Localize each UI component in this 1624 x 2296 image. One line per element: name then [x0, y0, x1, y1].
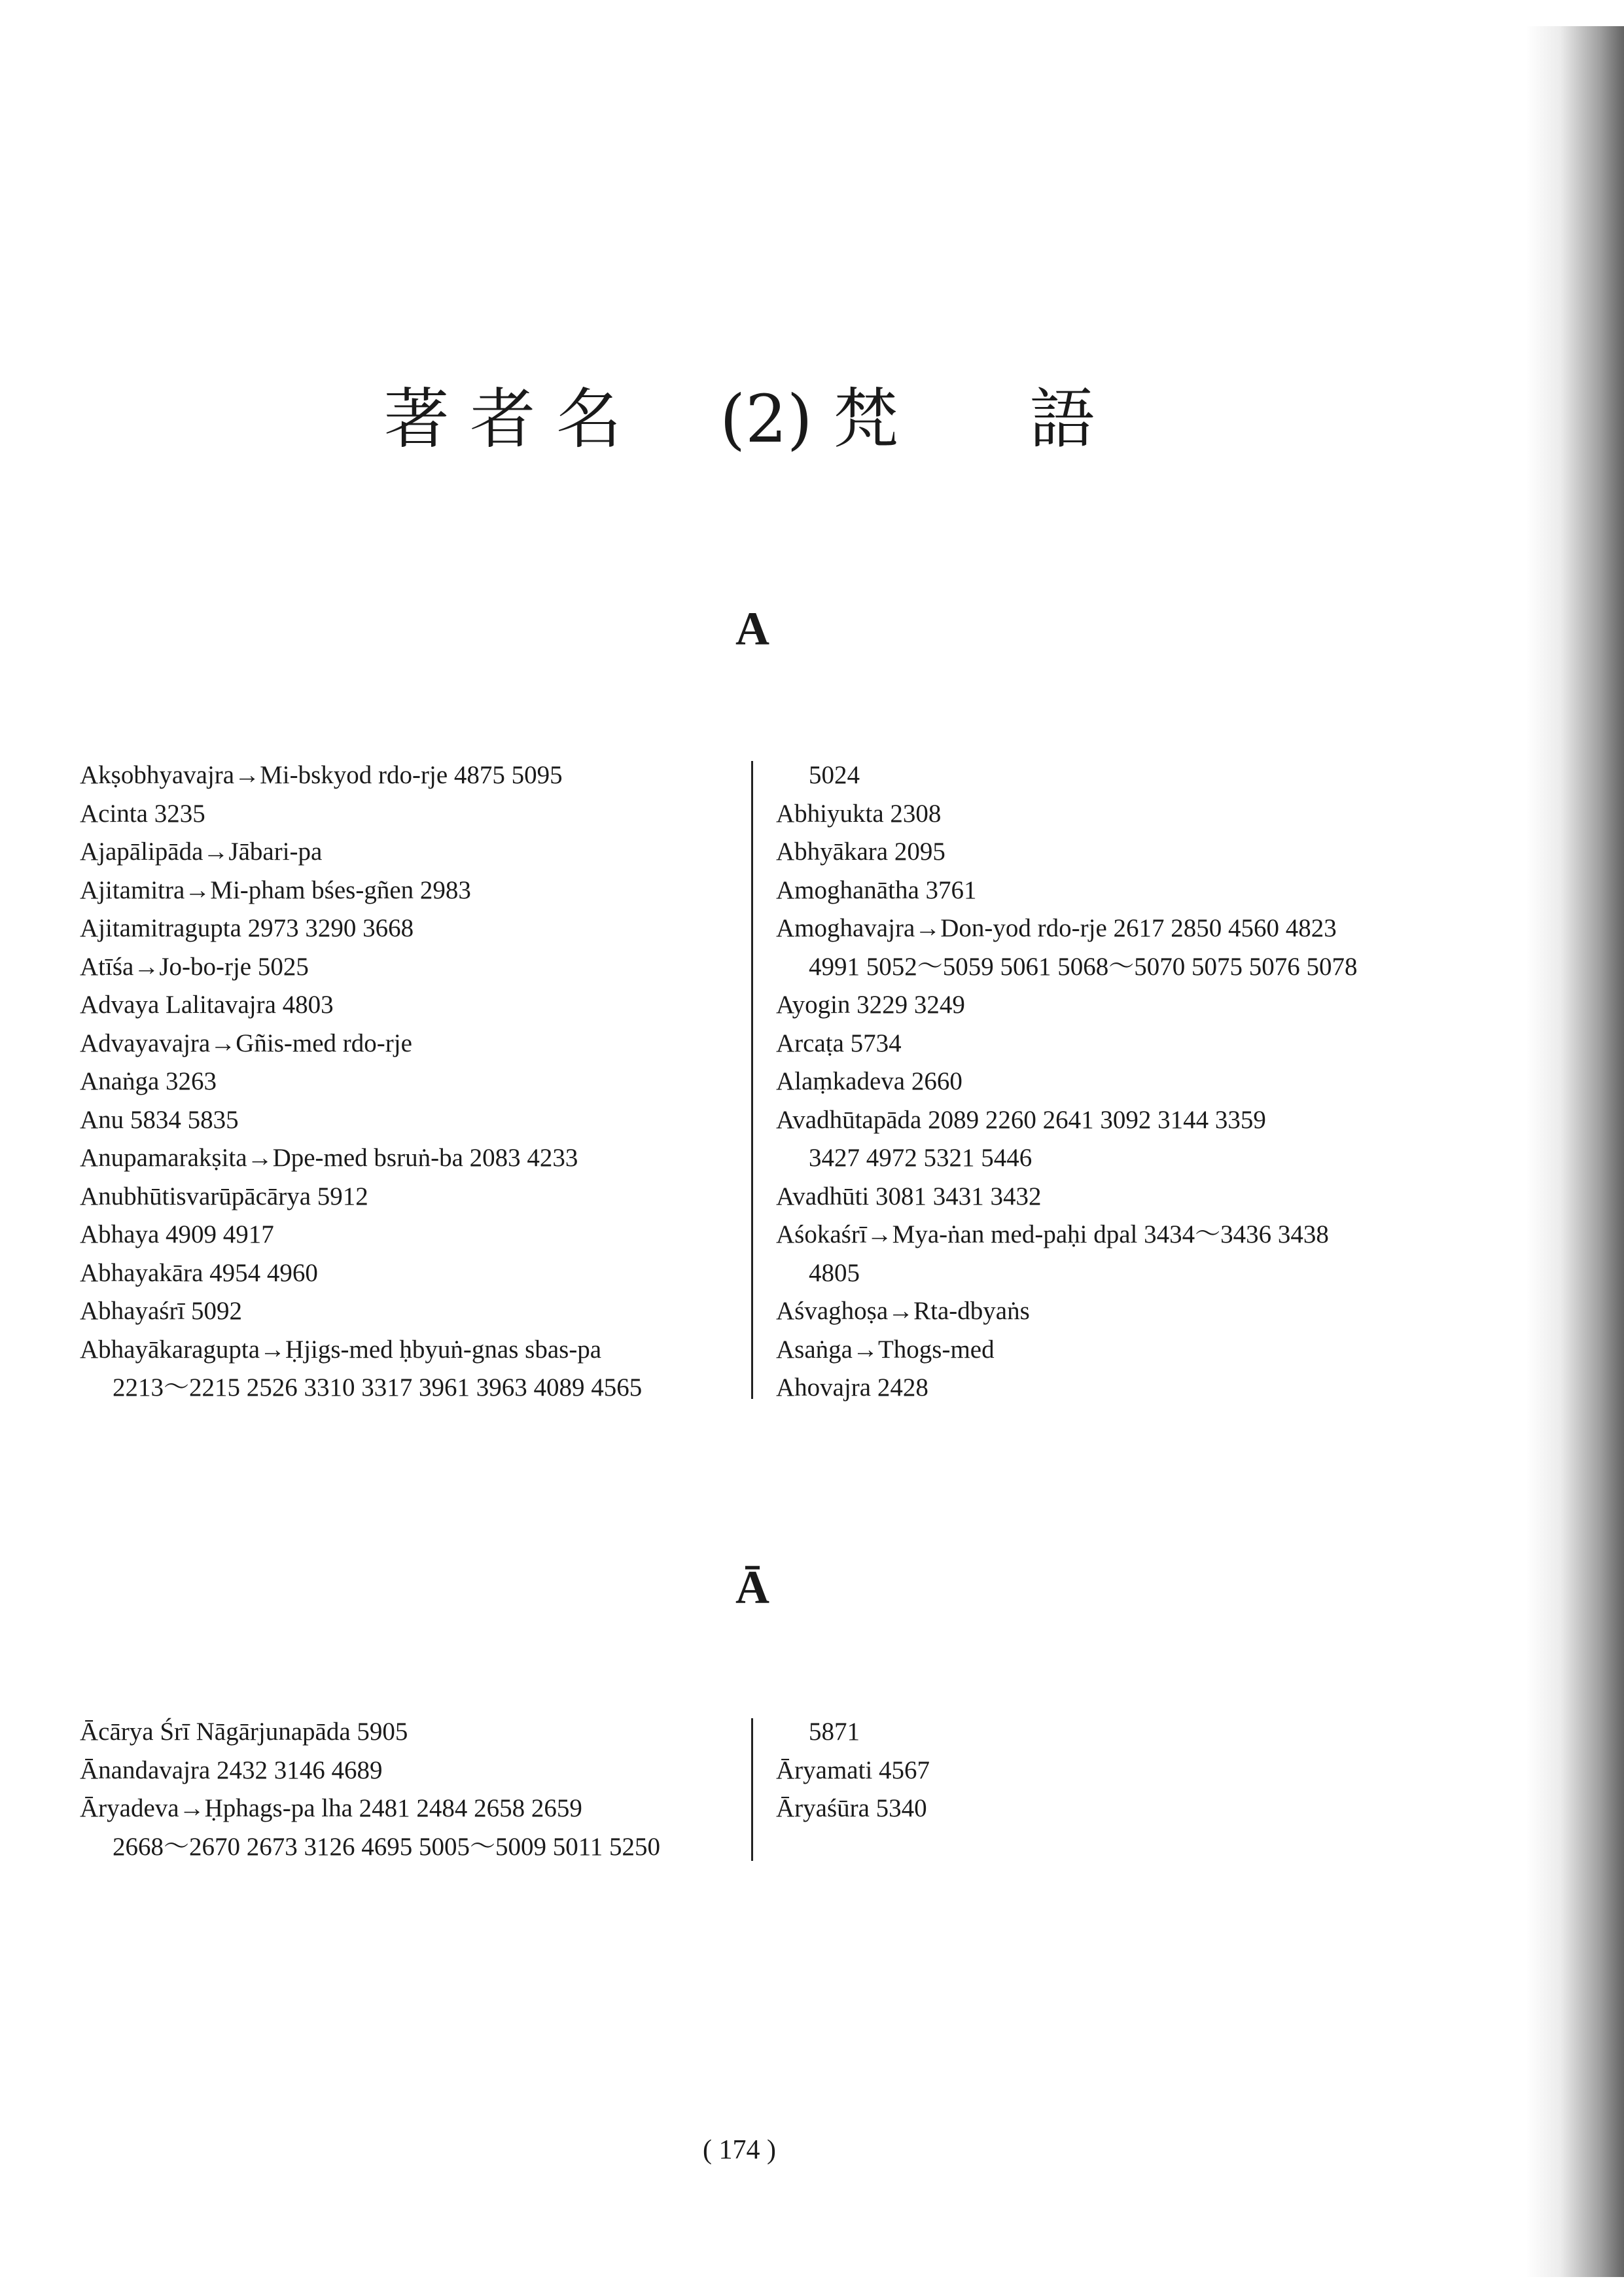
- index-entry: Anaṅga 3263: [80, 1067, 217, 1095]
- index-entry-continuation: 4991 5052～5059 5061 5068～5070 5075 5076 5078: [809, 952, 1358, 981]
- page-title-main: 著 者 名: [383, 381, 622, 457]
- section-heading-a-macron: Ā: [735, 1561, 769, 1614]
- index-entry: Anu 5834 5835: [80, 1105, 239, 1134]
- index-entry: Āryaśūra 5340: [776, 1794, 927, 1822]
- index-entry-continuation: 5024: [809, 761, 860, 789]
- section-heading-a: A: [735, 603, 769, 655]
- column-divider: [751, 761, 753, 1399]
- index-entry: Ajapālipāda→Jābari-pa: [80, 838, 323, 866]
- index-entry: Arcaṭa 5734: [776, 1029, 902, 1057]
- page-title: [0, 366, 1479, 461]
- index-entry: Aśvaghoṣa→Rta-dbyaṅs: [776, 1297, 1030, 1325]
- index-entry: Avadhūtapāda 2089 2260 2641 3092 3144 3359: [776, 1105, 1266, 1134]
- section-a-macron-left-column: [80, 1713, 660, 1866]
- index-entry: Atīśa→Jo-bo-rje 5025: [80, 952, 309, 981]
- index-entry: Abhayaśrī 5092: [80, 1297, 243, 1325]
- index-entry: Alaṃkadeva 2660: [776, 1067, 962, 1095]
- index-entry: Advayavajra→Gñis-med rdo-rje: [80, 1029, 412, 1057]
- index-entry: Ānandavajra 2432 3146 4689: [80, 1756, 383, 1784]
- index-entry: Amoghanātha 3761: [776, 875, 977, 904]
- index-entry: Anubhūtisvarūpācārya 5912: [80, 1182, 368, 1210]
- section-a-left-column: [80, 756, 642, 1407]
- index-entry: Āryadeva→Ḥphags-pa lha 2481 2484 2658 2659: [80, 1794, 582, 1822]
- index-entry: Advaya Lalitavajra 4803: [80, 991, 334, 1019]
- index-entry-continuation: 2213～2215 2526 3310 3317 3961 3963 4089 4565: [113, 1373, 643, 1402]
- index-entry-continuation: 4805: [809, 1258, 860, 1287]
- index-entry: Avadhūti 3081 3431 3432: [776, 1182, 1042, 1210]
- index-entry: Ācārya Śrī Nāgārjunapāda 5905: [80, 1718, 408, 1746]
- index-entry: Abhayākaragupta→Ḥjigs-med ḥbyuṅ-gnas sbas-pa: [80, 1335, 602, 1364]
- page-title-sub: (2) 梵 語: [720, 381, 1095, 457]
- index-entry-continuation: 3427 4972 5321 5446: [809, 1144, 1033, 1172]
- index-entry: Āryamati 4567: [776, 1756, 930, 1784]
- index-entry: Abhaya 4909 4917: [80, 1220, 274, 1248]
- index-entry: Ayogin 3229 3249: [776, 991, 965, 1019]
- index-entry: Abhayakāra 4954 4960: [80, 1258, 318, 1287]
- index-entry: Abhyākara 2095: [776, 838, 945, 866]
- section-a-right-column: [776, 756, 1358, 1407]
- index-entry: Aśokaśrī→Mya-ṅan med-paḥi dpal 3434～3436 3438: [776, 1220, 1329, 1248]
- index-entry: Abhiyukta 2308: [776, 799, 942, 828]
- section-a-macron-right-column: [776, 1713, 930, 1828]
- index-entry: Ajitamitra→Mi-pham bśes-gñen 2983: [80, 875, 471, 904]
- index-entry: Ahovajra 2428: [776, 1373, 928, 1402]
- index-entry: Akṣobhyavajra→Mi-bskyod rdo-rje 4875 5095: [80, 761, 563, 789]
- index-entry: Asaṅga→Thogs-med: [776, 1335, 995, 1364]
- index-entry: Ajitamitragupta 2973 3290 3668: [80, 914, 414, 942]
- index-entry: Amoghavajra→Don-yod rdo-rje 2617 2850 4560 4823: [776, 914, 1337, 942]
- index-entry-continuation: 2668～2670 2673 3126 4695 5005～5009 5011 5250: [113, 1832, 661, 1861]
- index-entry: Anupamarakṣita→Dpe-med bsruṅ-ba 2083 4233: [80, 1144, 578, 1172]
- index-entry-continuation: 5871: [809, 1718, 860, 1746]
- index-entry: Acinta 3235: [80, 799, 205, 828]
- page-number: ( 174 ): [703, 2135, 776, 2165]
- scan-edge-shadow: [1526, 26, 1624, 2277]
- column-divider: [751, 1718, 753, 1861]
